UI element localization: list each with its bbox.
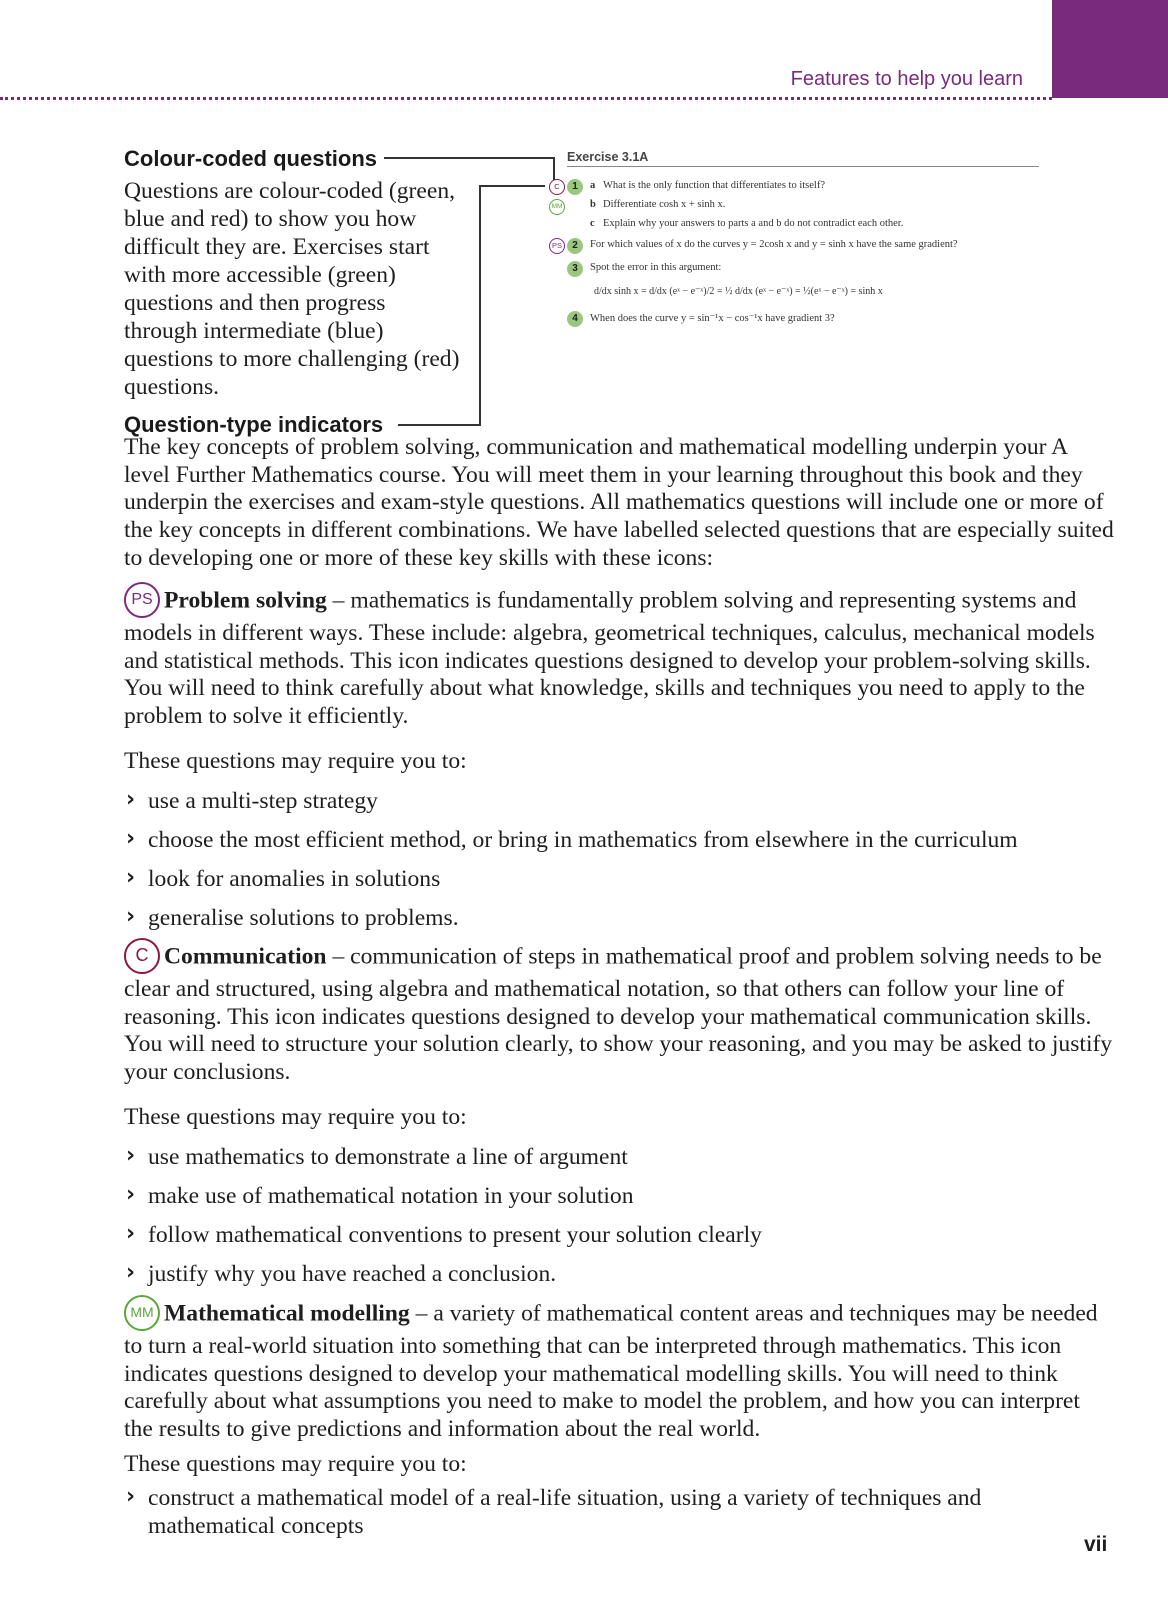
modelling-lead: These questions may require you to: <box>124 1451 467 1477</box>
modelling-text: – a variety of mathematical content areas and techniques may be needed to turn a real-world situation into something that can be interpreted through mathematics. This icon indicates questions designed to develop your mathematical modelling skills. You will need to think carefully about what assumptions you need to make to model the problem, and how you can interpret the results to give predictions and information about the real world. <box>124 1300 1098 1443</box>
question-number-4: 4 <box>567 311 583 327</box>
communication-lead: These questions may require you to: <box>124 1104 467 1130</box>
colour-coded-heading: Colour-coded questions <box>124 146 377 171</box>
part-label-b: b <box>590 199 596 210</box>
connector-line <box>398 424 481 426</box>
part-label-a: a <box>590 180 596 191</box>
list-item: › follow mathematical conventions to present your solution clearly <box>124 1222 1114 1250</box>
colour-coded-text: Questions are colour-coded (green, blue and red) to show you how difficult they are. Exercises start with more accessible (green) questions and then progress through intermediate (blue) questions to more challenging (red) questions. <box>124 178 460 400</box>
communication-paragraph <box>124 940 1114 1087</box>
communication-text: – communication of steps in mathematical proof and problem solving needs to be clear and structured, using algebra and mathematical notation, so that others can follow your line of reasoning. This icon indicates questions designed to develop your mathematical communication skills. You will need to structure your solution clearly, to show your reasoning, and you may be asked to justify your conclusions. <box>124 943 1113 1086</box>
modelling-title: Mathematical modelling <box>164 1300 410 1327</box>
page-number: vii <box>1084 1533 1108 1556</box>
connector-line <box>384 157 554 159</box>
header-dotted-rule <box>0 97 1052 100</box>
question-1b-text: Differentiate cosh x + sinh x. <box>603 199 726 210</box>
question-number-3: 3 <box>567 261 583 277</box>
modelling-icon: MM <box>124 1295 160 1331</box>
connector-line <box>553 157 555 181</box>
exercise-title: Exercise 3.1A <box>567 150 649 164</box>
list-item: › justify why you have reached a conclusion. <box>124 1261 1114 1289</box>
list-item: › generalise solutions to problems. <box>124 905 1114 933</box>
question-3-equation: d/dx sinh x = d/dx (eˣ − e⁻ˣ)/2 = ½ d/dx (eˣ − e⁻ˣ) = ½(eˣ − e⁻ˣ) = sinh x <box>594 286 883 297</box>
list-item: › make use of mathematical notation in your solution <box>124 1183 1114 1211</box>
part-label-c: c <box>590 218 595 229</box>
communication-icon: C <box>124 938 160 974</box>
problem-solving-text: – mathematics is fundamentally problem solving and representing systems and models in different ways. These include: algebra, geometrical techniques, calculus, mechanical models and statistical methods. This icon indicates questions designed to develop your problem-solving skills. You will need to think carefully about what knowledge, skills and techniques you need to apply to the problem to solve it efficiently. <box>124 587 1095 730</box>
communication-mini-icon: C <box>549 179 565 195</box>
communication-bullets <box>124 1144 1114 1289</box>
intro-paragraph: The key concepts of problem solving, communication and mathematical modelling underpin your A level Further Mathematics course. You will meet them in your learning throughout this book and they underpin the exercises and exam-style questions. All mathematics questions will include one or more of the key concepts in different combinations. We have labelled selected questions that are especially suited to developing one or more of these key skills with these icons: <box>124 434 1114 571</box>
problem-solving-title: Problem solving <box>164 587 327 614</box>
question-1a-text: What is the only function that differentiates to itself? <box>603 180 825 191</box>
question-3-text: Spot the error in this argument: <box>590 262 722 273</box>
question-2-text: For which values of x do the curves y = 2cosh x and y = sinh x have the same gradient? <box>590 239 958 250</box>
problem-solving-bullets <box>124 788 1114 933</box>
modelling-mini-icon: MM <box>549 199 565 215</box>
problem-solving-mini-icon: PS <box>549 238 565 254</box>
communication-title: Communication <box>164 943 327 970</box>
page-header-title: Features to help you learn <box>790 68 1023 90</box>
list-item: › use mathematics to demonstrate a line of argument <box>124 1144 1114 1172</box>
header-accent-tab <box>1052 0 1168 98</box>
question-type-heading: Question-type indicators <box>124 412 384 437</box>
question-1c-text: Explain why your answers to parts a and b do not contradict each other. <box>603 218 904 229</box>
connector-line <box>479 185 481 424</box>
list-item: › use a multi-step strategy <box>124 788 1114 816</box>
problem-solving-icon: PS <box>124 582 160 618</box>
modelling-bullets <box>124 1485 1054 1540</box>
question-number-1: 1 <box>567 179 583 195</box>
list-item: › look for anomalies in solutions <box>124 866 1114 894</box>
connector-line <box>479 185 545 187</box>
problem-solving-paragraph <box>124 584 1114 731</box>
list-item: › construct a mathematical model of a real-life situation, using a variety of techniques and mathematical concepts <box>124 1485 1054 1540</box>
exercise-rule <box>567 166 1039 167</box>
list-item: › choose the most efficient method, or bring in mathematics from elsewhere in the curriculum <box>124 827 1114 855</box>
modelling-paragraph <box>124 1297 1114 1444</box>
question-number-2: 2 <box>567 238 583 254</box>
problem-solving-lead: These questions may require you to: <box>124 748 467 774</box>
question-4-text: When does the curve y = sin⁻¹x − cos⁻¹x have gradient 3? <box>590 313 835 324</box>
